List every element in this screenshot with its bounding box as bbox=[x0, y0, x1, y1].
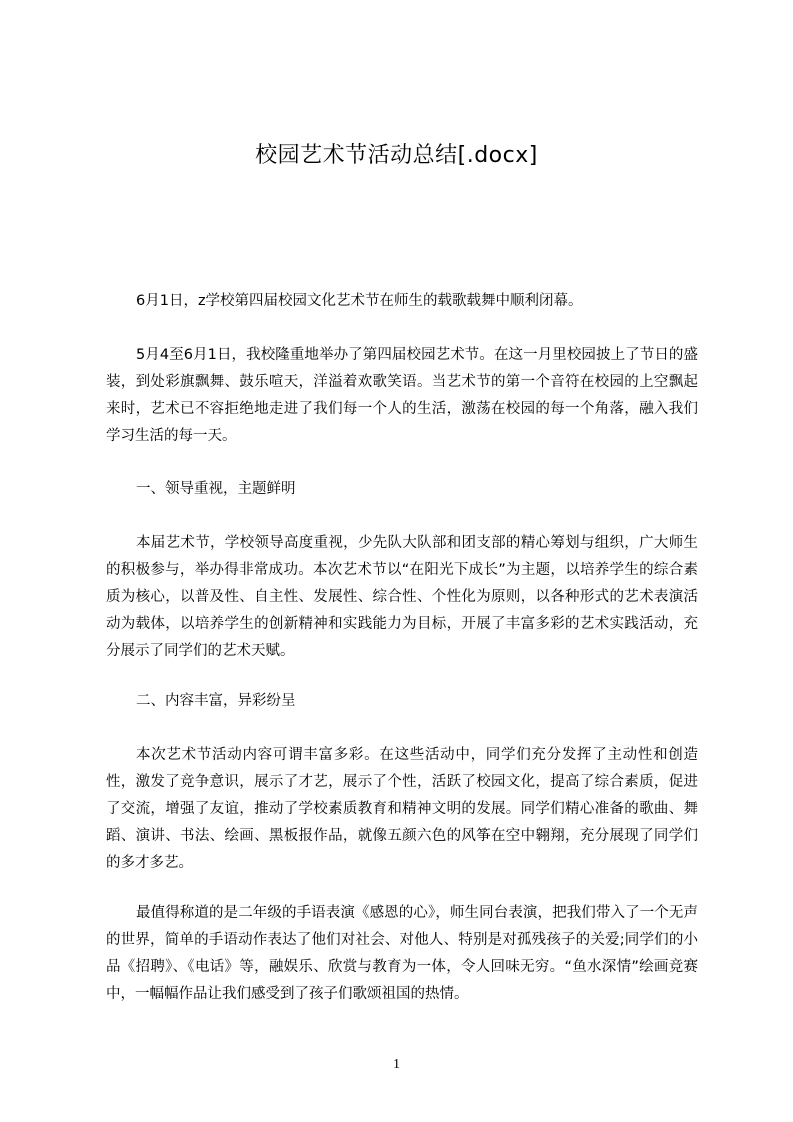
section-heading-content: 二、内容丰富，异彩纷呈 bbox=[136, 693, 296, 709]
document-title: 校园艺术节活动总结[.docx] bbox=[255, 143, 538, 168]
paragraph-closing-announcement: 6月1日，z学校第四届校园文化艺术节在师生的载歌载舞中顺利闭幕。 bbox=[136, 293, 583, 309]
paragraph-highlights: 最值得称道的是二年级的手语表演《感恩的心》，师生同台表演，把我们带入了一个无声的世界，简单的手语动作表达了他们对社会、对他人、特别是对孤残孩子的关爱;同学们的小品《招聘》、《电话》等，融娱乐、欣赏与教育为一体，令人回味无穷。“鱼水深情”绘画竞赛中，一幅幅作品让我们感受到了孩子们歌颂祖国的热情。 bbox=[106, 905, 698, 1002]
paragraph-leadership: 本届艺术节，学校领导高度重视，少先队大队部和团支部的精心筹划与组织，广大师生的积极参与，举办得非常成功。本次艺术节以“在阳光下成长”为主题，以培养学生的综合素质为核心，以普及性、自主性、发展性、综合性、个性化为原则，以各种形式的艺术表演活动为载体，以培养学生的创新精神和实践能力为目标，开展了丰富多彩的艺术实践活动，充分展示了同学们的艺术天赋。 bbox=[106, 535, 698, 659]
page-number: 1 bbox=[393, 1057, 400, 1072]
section-heading-leadership: 一、领导重视，主题鲜明 bbox=[136, 481, 296, 497]
paragraph-festival-overview: 5月4至6月1日，我校隆重地举办了第四届校园艺术节。在这一月里校园披上了节日的盛装，到处彩旗飘舞、鼓乐喧天，洋溢着欢歌笑语。当艺术节的第一个音符在校园的上空飘起来时，艺术已不容拒绝地走进了我们每一个人的生活，激荡在校园的每一个角落，融入我们学习生活的每一天。 bbox=[106, 347, 698, 444]
paragraph-content: 本次艺术节活动内容可谓丰富多彩。在这些活动中，同学们充分发挥了主动性和创造性，激发了竞争意识，展示了才艺，展示了个性，活跃了校园文化，提高了综合素质，促进了交流，增强了友谊，推动了学校素质教育和精神文明的发展。同学们精心准备的歌曲、舞蹈、演讲、书法、绘画、黑板报作品，就像五颜六色的风筝在空中翱翔，充分展现了同学们的多才多艺。 bbox=[106, 747, 698, 871]
